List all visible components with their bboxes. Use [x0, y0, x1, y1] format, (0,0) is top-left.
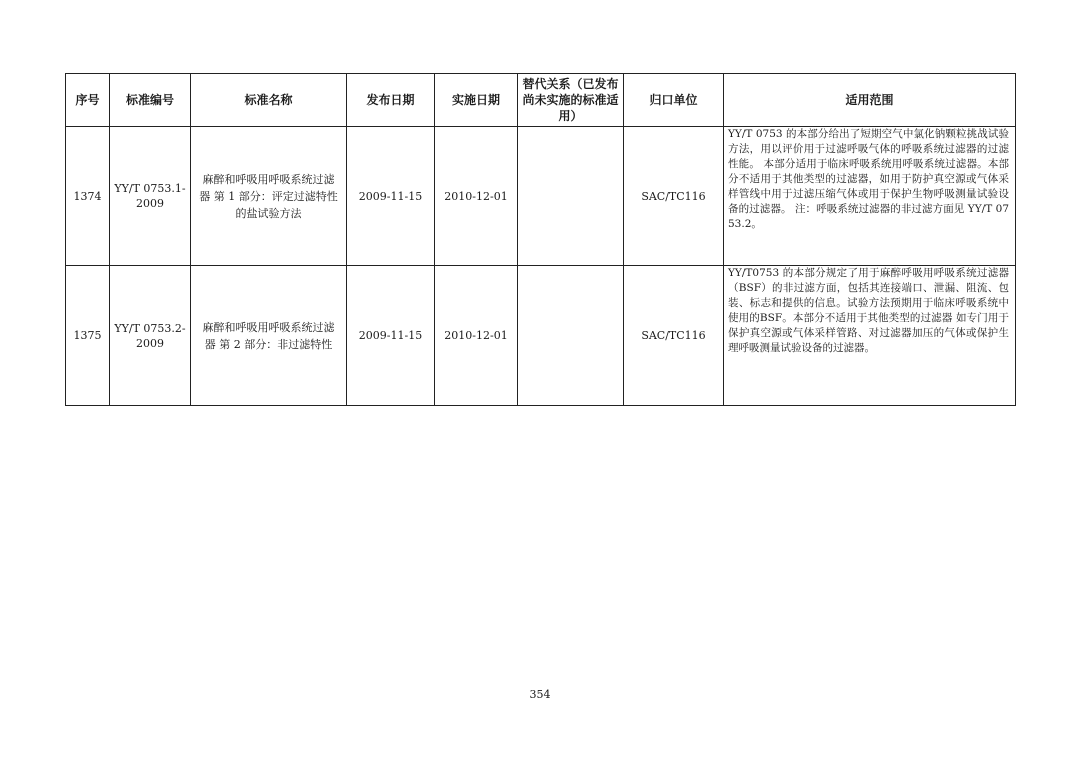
table-row — [66, 266, 1016, 406]
standards-table — [65, 73, 1016, 406]
header-replacement: 替代关系（已发布尚未实施的标准适用） — [518, 74, 624, 127]
cell-replacement — [518, 127, 624, 266]
header-name: 标准名称 — [191, 74, 347, 127]
cell-code: YY/T 0753.1-2009 — [110, 127, 191, 266]
cell-publish-date: 2009-11-15 — [347, 266, 435, 406]
table-row — [66, 127, 1016, 266]
cell-unit: SAC/TC116 — [624, 127, 724, 266]
cell-publish-date: 2009-11-15 — [347, 127, 435, 266]
cell-scope: YY/T0753 的本部分规定了用于麻醉呼吸用呼吸系统过滤器（BSF）的非过滤方面，包括其连接端口、泄漏、阻流、包装、标志和提供的信息。试验方法预期用于临床呼吸系统中使用的BSF。本部分不适用于其他类型的过滤器 如专门用于保护真空源或气体采样管路、对过滤器加压的气体或保护生理呼吸测量试验设备的过滤器。 — [724, 266, 1016, 406]
cell-replacement — [518, 266, 624, 406]
header-code: 标准编号 — [110, 74, 191, 127]
cell-seq: 1375 — [66, 266, 110, 406]
cell-implement-date: 2010-12-01 — [435, 266, 518, 406]
cell-code: YY/T 0753.2-2009 — [110, 266, 191, 406]
cell-name: 麻醉和呼吸用呼吸系统过滤器 第 1 部分：评定过滤特性的盐试验方法 — [191, 127, 347, 266]
header-implement-date: 实施日期 — [435, 74, 518, 127]
cell-seq: 1374 — [66, 127, 110, 266]
cell-name: 麻醉和呼吸用呼吸系统过滤器 第 2 部分：非过滤特性 — [191, 266, 347, 406]
header-scope: 适用范围 — [724, 74, 1016, 127]
header-seq: 序号 — [66, 74, 110, 127]
page-number: 354 — [529, 688, 551, 701]
cell-scope: YY/T 0753 的本部分给出了短期空气中氯化钠颗粒挑战试验方法，用以评价用于过滤呼吸气体的呼吸系统过滤器的过滤性能。 本部分适用于临床呼吸系统用呼吸系统过滤器。本部分不适用于其他类型的过滤器，如用于防护真空源或气体采样管线中用于过滤压缩气体或用于保护生物呼吸测量试验设备的过滤器。 注：呼吸系统过滤器的非过滤方面见 YY/T 0753.2。 — [724, 127, 1016, 266]
header-publish-date: 发布日期 — [347, 74, 435, 127]
header-unit: 归口单位 — [624, 74, 724, 127]
table-header-row — [66, 74, 1016, 127]
cell-implement-date: 2010-12-01 — [435, 127, 518, 266]
cell-unit: SAC/TC116 — [624, 266, 724, 406]
